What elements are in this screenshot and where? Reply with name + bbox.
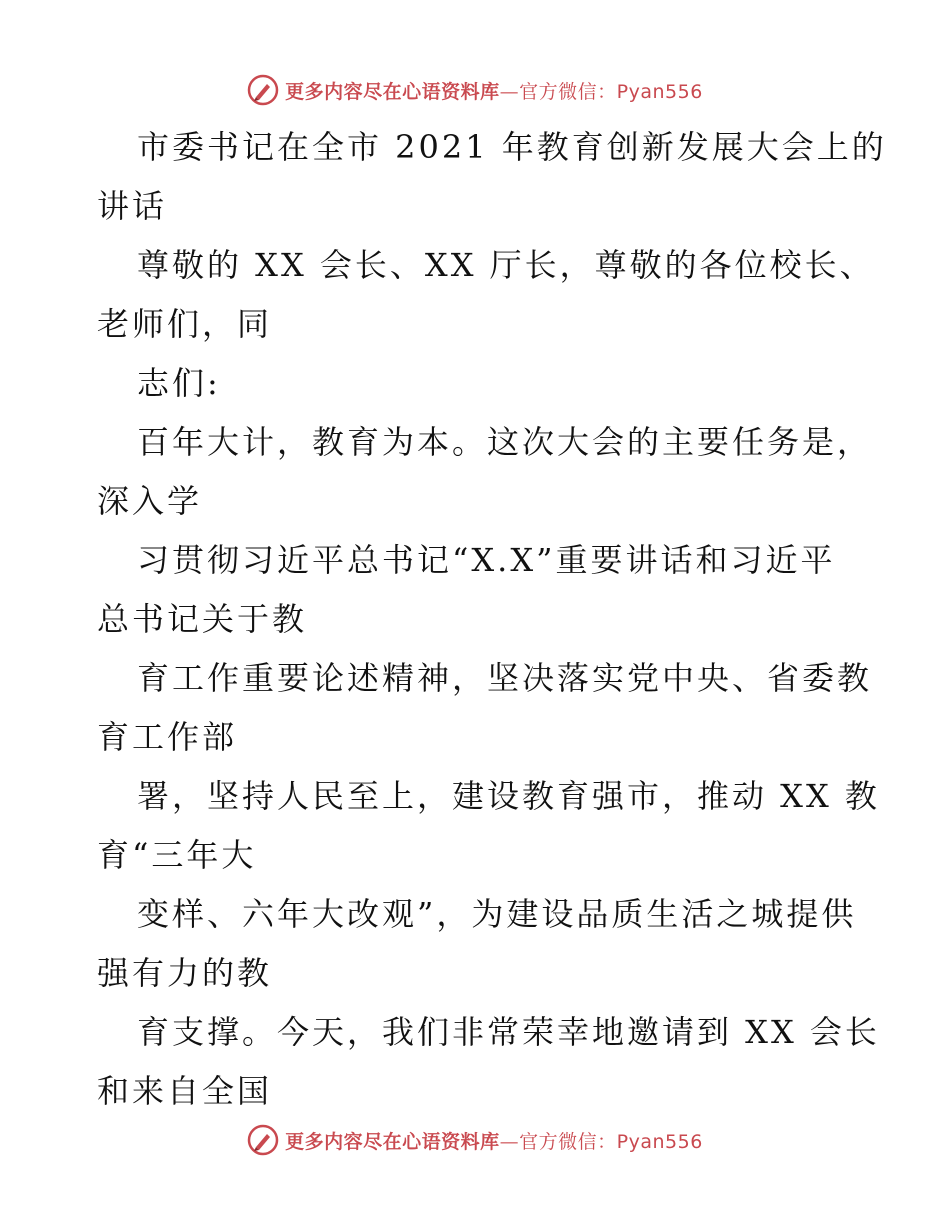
doc-line: 育“三年大 [97, 836, 257, 874]
doc-line: 习贯彻习近平总书记“X.X”重要讲话和习近平 [137, 541, 836, 579]
doc-line: 育工作部 [97, 718, 238, 756]
header-watermark [0, 70, 950, 110]
doc-line: 尊敬的 XX 会长、XX 厅长，尊敬的各位校长、 [137, 246, 875, 284]
doc-line: 育工作重要论述精神，坚决落实党中央、省委教 [137, 659, 873, 697]
doc-line: 深入学 [97, 482, 203, 520]
doc-line: 强有力的教 [97, 954, 273, 992]
doc-line: 署，坚持人民至上，建设教育强市，推动 XX 教 [137, 777, 880, 815]
watermark-separator: — [499, 80, 520, 103]
doc-line: 老师们，同 [97, 305, 273, 343]
doc-line: 和来自全国 [97, 1072, 273, 1110]
doc-line: 总书记关于教 [97, 600, 308, 638]
watermark-main-text: 更多内容尽在心语资料库 [285, 1130, 500, 1153]
doc-line: 志们: [137, 364, 221, 402]
watermark-separator: — [499, 1130, 520, 1153]
doc-line: 讲话 [97, 187, 168, 225]
watermark-wechat-text: 官方微信：Pyan556 [519, 1130, 703, 1153]
doc-line: 育支撑。今天，我们非常荣幸地邀请到 XX 会长 [137, 1013, 880, 1051]
watermark-wechat-text: 官方微信：Pyan556 [519, 80, 703, 103]
footer-watermark [0, 1120, 950, 1160]
doc-line: 百年大计，教育为本。这次大会的主要任务是， [137, 423, 873, 461]
document-body [97, 118, 887, 1121]
doc-line: 市委书记在全市 2021 年教育创新发展大会上的 [137, 128, 887, 166]
watermark-text [285, 77, 703, 104]
pen-logo-icon [247, 1124, 279, 1156]
watermark-text [285, 1127, 703, 1154]
watermark-main-text: 更多内容尽在心语资料库 [285, 80, 500, 103]
pen-logo-icon [247, 74, 279, 106]
doc-line: 变样、六年大改观”，为建设品质生活之城提供 [137, 895, 857, 933]
